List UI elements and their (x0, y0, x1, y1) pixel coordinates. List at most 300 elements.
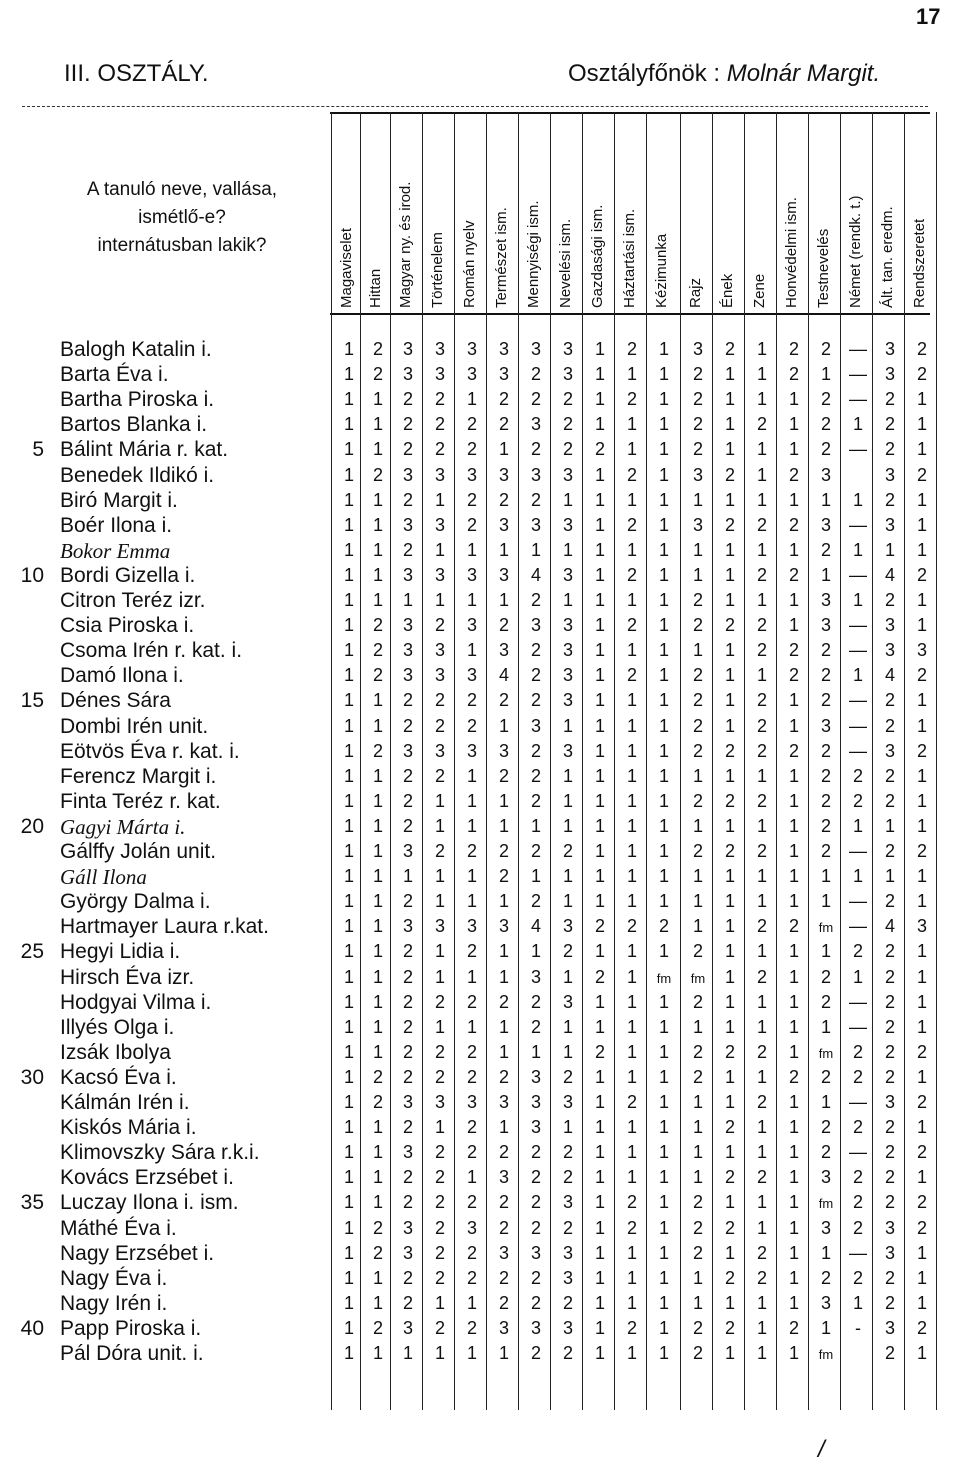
grade-cell: 1 (434, 1117, 445, 1138)
grade-cell: 1 (594, 690, 605, 711)
grade-cell: 1 (372, 1142, 383, 1163)
grade-cell: 2 (884, 1343, 895, 1363)
grade-cell: 1 (658, 1192, 669, 1213)
grade-cell: 1 (692, 1267, 703, 1288)
column-header-label: Magaviselet (338, 227, 355, 308)
grade-cell: 2 (724, 464, 735, 485)
grade-cell: 2 (820, 539, 831, 560)
grade-cell: 2 (724, 1117, 735, 1138)
grade-cell: 4 (884, 564, 895, 585)
grade-cell: 2 (530, 991, 541, 1012)
grade-cell: 1 (788, 1343, 799, 1363)
grade-cell: 1 (372, 514, 383, 535)
grade-cell: 3 (466, 1092, 477, 1112)
column-rule (390, 112, 391, 1410)
grade-cell: 1 (343, 640, 354, 661)
grade-cell: 3 (884, 514, 895, 535)
grade-cell: 3 (530, 464, 541, 485)
grade-cell: 1 (466, 389, 477, 410)
grade-cell: 1 (788, 991, 799, 1012)
grade-cell: 2 (820, 765, 831, 786)
grade-cell: 1 (788, 1016, 799, 1037)
grade-cell: 4 (884, 916, 895, 937)
grade-cell: 2 (466, 1041, 477, 1062)
grade-cell: 1 (756, 1142, 767, 1163)
grade-cell: 2 (884, 489, 895, 510)
grade-cell: 2 (692, 389, 703, 410)
grade-cell: 3 (820, 1292, 831, 1313)
grade-cell: 1 (788, 1041, 799, 1062)
grade-cell: 1 (916, 1242, 927, 1263)
grade-cell: 2 (402, 966, 413, 987)
grade-cell: 2 (820, 740, 831, 761)
grade-cell: 3 (498, 916, 509, 937)
grade-cell: 2 (692, 690, 703, 711)
grade-cell: 1 (343, 1343, 354, 1363)
grade-cell: 3 (402, 514, 413, 535)
grade-cell: 2 (788, 364, 799, 385)
grade-cell: 1 (343, 665, 354, 686)
grade-cell: 1 (820, 1317, 831, 1338)
grade-cell: 1 (402, 1343, 413, 1363)
student-name: Bordi Gizella i. (60, 563, 196, 587)
grade-cell: 1 (434, 790, 445, 811)
grade-cell: 2 (498, 615, 509, 636)
grade-cell: 1 (788, 1117, 799, 1138)
grade-cell: 2 (402, 715, 413, 736)
grade-cell: 2 (466, 715, 477, 736)
grade-cell: 2 (434, 439, 445, 460)
grade-cell: 1 (724, 590, 735, 610)
grade-cell: 2 (756, 740, 767, 761)
grade-cell: 1 (594, 464, 605, 485)
grade-cell: 1 (626, 715, 637, 736)
grade-cell: 2 (498, 991, 509, 1012)
grade-cell: 1 (756, 866, 767, 887)
grade-cell: 1 (372, 690, 383, 711)
grade-cell: 2 (530, 489, 541, 510)
grade-cell: 1 (466, 790, 477, 811)
grade-cell: 1 (626, 690, 637, 711)
student-name: Hartmayer Laura r.kat. (60, 915, 269, 939)
grade-cell: 1 (562, 1016, 573, 1037)
grade-cell: 2 (562, 941, 573, 962)
grade-cell: 2 (626, 1217, 637, 1238)
grade-cell: 3 (884, 1242, 895, 1263)
grade-cell: 1 (626, 841, 637, 861)
stray-mark: / (818, 1436, 825, 1463)
grade-cell: 1 (692, 1167, 703, 1188)
grade-cell: 3 (434, 640, 445, 661)
column-rule (680, 112, 681, 1410)
grade-cell: 1 (852, 489, 863, 510)
grade-cell: — (849, 991, 867, 1012)
grade-cell: 2 (692, 1317, 703, 1338)
grade-cell: 1 (594, 1117, 605, 1138)
grade-cell: 2 (530, 1343, 541, 1363)
grade-cell: 2 (756, 564, 767, 585)
grade-cell: - (855, 1317, 861, 1338)
grade-cell: 1 (594, 790, 605, 811)
grade-cell: 1 (530, 866, 541, 887)
column-rule (936, 112, 937, 1410)
grade-cell: 2 (498, 489, 509, 510)
grade-cell: 2 (788, 339, 799, 359)
grade-cell: 1 (466, 815, 477, 836)
grade-cell: 2 (852, 941, 863, 962)
grade-cell: 3 (562, 464, 573, 485)
row-number: 30 (20, 1065, 44, 1089)
grade-cell: 1 (658, 1343, 669, 1363)
grade-cell: 1 (562, 489, 573, 510)
grade-cell: 2 (626, 615, 637, 636)
student-name: Csoma Irén r. kat. i. (60, 639, 243, 663)
grade-cell: 1 (788, 866, 799, 887)
grade-cell: 1 (562, 765, 573, 786)
grade-cell: 2 (434, 389, 445, 410)
grade-cell: 1 (692, 1142, 703, 1163)
grade-cell: 2 (852, 765, 863, 786)
grade-cell: 1 (594, 539, 605, 560)
grade-cell: 3 (820, 615, 831, 636)
grade-cell: 3 (434, 665, 445, 686)
grade-cell: 1 (916, 866, 927, 887)
grade-cell: 1 (594, 941, 605, 962)
grade-cell: 1 (372, 439, 383, 460)
grade-cell: 2 (788, 916, 799, 937)
grade-cell: 1 (658, 841, 669, 861)
grade-cell: 1 (626, 765, 637, 786)
grade-cell: 1 (626, 1117, 637, 1138)
grade-cell: 3 (402, 740, 413, 761)
grade-cell: 1 (724, 1292, 735, 1313)
grade-cell: 3 (466, 464, 477, 485)
grade-cell: 1 (658, 690, 669, 711)
grade-cell: fm (818, 1045, 834, 1061)
grade-cell: 2 (372, 464, 383, 485)
grade-cell: — (849, 891, 867, 912)
column-header-label: Mennyiségi ism. (525, 200, 542, 308)
grade-cell: 3 (562, 615, 573, 636)
grade-cell: 2 (372, 740, 383, 761)
grade-cell: 1 (434, 1343, 445, 1363)
grade-cell: 1 (466, 1167, 477, 1188)
grade-cell: 2 (884, 1066, 895, 1087)
grade-cell: 2 (724, 339, 735, 359)
grade-cell: 1 (788, 539, 799, 560)
grade-cell: 1 (852, 414, 863, 435)
grade-cell: 1 (852, 966, 863, 987)
grade-cell: 1 (916, 765, 927, 786)
grade-cell: 3 (402, 665, 413, 686)
grade-cell: 1 (916, 539, 927, 560)
grade-cell: 1 (594, 1267, 605, 1288)
grade-cell: 2 (562, 439, 573, 460)
grade-cell: 1 (658, 765, 669, 786)
column-rule (840, 112, 841, 1410)
grade-cell: 3 (466, 564, 477, 585)
grade-cell: 2 (916, 1092, 927, 1112)
grade-cell: 1 (724, 439, 735, 460)
grade-cell: 1 (626, 539, 637, 560)
column-header-label: Zene (751, 273, 768, 308)
grade-cell: 1 (562, 866, 573, 887)
grade-cell: 1 (724, 866, 735, 887)
row-number: 5 (32, 438, 44, 462)
grade-cell: 3 (562, 991, 573, 1012)
grade-cell: 2 (498, 389, 509, 410)
grade-cell: 1 (498, 891, 509, 912)
grade-cell: 2 (820, 790, 831, 811)
student-name: Barta Éva i. (60, 363, 169, 387)
grade-cell: 1 (626, 891, 637, 912)
grade-cell: 2 (402, 1117, 413, 1138)
grade-cell: 1 (788, 841, 799, 861)
grade-cell: 2 (402, 1066, 413, 1087)
grade-cell: 2 (498, 1142, 509, 1163)
grade-cell: 1 (756, 765, 767, 786)
grade-cell: 2 (788, 1066, 799, 1087)
grade-cell: 2 (466, 1267, 477, 1288)
grade-cell: 1 (724, 1343, 735, 1363)
grade-cell: 1 (692, 765, 703, 786)
grade-cell: 2 (402, 539, 413, 560)
grade-cell: 1 (594, 891, 605, 912)
grade-cell: 2 (466, 941, 477, 962)
grade-cell: 2 (756, 1242, 767, 1263)
grade-cell: 2 (820, 690, 831, 711)
grade-cell: 1 (658, 815, 669, 836)
grade-cell: 2 (466, 489, 477, 510)
grade-cell: 1 (788, 815, 799, 836)
grade-cell: 3 (402, 916, 413, 937)
grade-cell: 2 (626, 1092, 637, 1112)
student-name: Luczay Ilona i. ism. (60, 1191, 239, 1215)
grade-cell: 1 (884, 539, 895, 560)
grade-cell: 1 (372, 1016, 383, 1037)
grade-cell: 1 (343, 590, 354, 610)
grade-cell: 1 (626, 364, 637, 385)
student-name: Biró Margit i. (60, 488, 178, 512)
student-name: Gagyi Márta i. (60, 814, 186, 839)
grade-cell: 2 (692, 364, 703, 385)
grade-cell: 1 (788, 439, 799, 460)
grade-cell: 1 (788, 1167, 799, 1188)
grade-cell: 1 (343, 439, 354, 460)
grade-cell: 1 (658, 1167, 669, 1188)
row-number: 15 (20, 689, 44, 713)
grade-cell: 1 (820, 564, 831, 585)
student-name: Máthé Éva i. (60, 1216, 177, 1240)
grade-cell: 1 (658, 1142, 669, 1163)
grade-cell: 3 (692, 339, 703, 359)
grade-cell: 2 (724, 740, 735, 761)
grade-cell: 1 (498, 815, 509, 836)
student-name: Nagy Irén i. (60, 1291, 168, 1315)
grade-cell: 3 (820, 1167, 831, 1188)
grade-cell: 2 (820, 389, 831, 410)
grade-cell: 2 (530, 690, 541, 711)
grade-cell: 1 (788, 690, 799, 711)
grade-cell: 1 (372, 489, 383, 510)
grade-cell: 2 (372, 615, 383, 636)
grade-cell: 2 (562, 1217, 573, 1238)
grade-cell: 1 (343, 1041, 354, 1062)
grade-cell: 1 (372, 1267, 383, 1288)
grade-cell: 1 (343, 715, 354, 736)
grade-cell: 2 (466, 414, 477, 435)
grade-cell: 1 (788, 615, 799, 636)
grade-cell: 3 (498, 364, 509, 385)
grade-cell: 3 (402, 564, 413, 585)
grade-cell: 2 (530, 439, 541, 460)
grade-cell: 3 (402, 1092, 413, 1112)
grade-cell: 3 (498, 464, 509, 485)
grade-cell: 2 (498, 765, 509, 786)
grade-cell: 2 (372, 640, 383, 661)
grade-cell: 1 (466, 1343, 477, 1363)
grade-cell: 3 (884, 740, 895, 761)
grade-cell: 2 (724, 1267, 735, 1288)
column-header-label: Ének (719, 273, 736, 308)
grade-cell: 2 (402, 1016, 413, 1037)
grade-cell: 1 (562, 590, 573, 610)
grade-cell: 3 (884, 615, 895, 636)
grade-cell: 1 (466, 966, 477, 987)
grade-cell: 2 (562, 1343, 573, 1363)
grade-cell: 3 (562, 339, 573, 359)
grade-cell: 2 (724, 1167, 735, 1188)
grade-cell: 2 (434, 1041, 445, 1062)
grade-cell: 2 (724, 1217, 735, 1238)
column-rule (904, 112, 905, 1410)
grade-cell: 1 (372, 841, 383, 861)
column-header-label: Nevelési ism. (557, 218, 574, 308)
grade-cell: 1 (626, 1066, 637, 1087)
grade-cell: 1 (343, 891, 354, 912)
grade-cell: 3 (434, 564, 445, 585)
grade-cell: 2 (916, 740, 927, 761)
grade-cell: 1 (343, 489, 354, 510)
grade-cell: 1 (852, 815, 863, 836)
grade-cell: 3 (692, 514, 703, 535)
grade-cell: 3 (916, 640, 927, 661)
grade-cell: 2 (658, 916, 669, 937)
grade-cell: 2 (692, 790, 703, 811)
grade-cell: 1 (658, 1092, 669, 1112)
grade-cell: 1 (756, 1317, 767, 1338)
grade-cell: 1 (626, 1242, 637, 1263)
grade-cell: 2 (434, 1167, 445, 1188)
student-name: Kovács Erzsébet i. (60, 1166, 234, 1190)
student-name: Benedek Ildikó i. (60, 463, 215, 487)
grade-cell: 1 (756, 1192, 767, 1213)
grade-cell: 1 (658, 740, 669, 761)
grade-cell: 1 (788, 966, 799, 987)
grade-cell: 2 (530, 765, 541, 786)
grade-cell: 3 (562, 690, 573, 711)
grade-cell: 2 (498, 414, 509, 435)
grade-cell: 1 (466, 866, 477, 887)
grade-cell: 2 (820, 1066, 831, 1087)
grade-cell: 1 (626, 941, 637, 962)
grade-cell: 2 (530, 590, 541, 610)
grade-cell: 1 (788, 941, 799, 962)
grade-cell: 3 (530, 414, 541, 435)
grade-cell: 2 (916, 339, 927, 359)
grade-cell: 1 (658, 715, 669, 736)
column-rule (776, 112, 777, 1410)
grade-cell: 1 (626, 991, 637, 1012)
grade-cell: 1 (756, 539, 767, 560)
grade-cell: 1 (788, 790, 799, 811)
grade-cell: 1 (626, 866, 637, 887)
grade-cell: 2 (434, 991, 445, 1012)
grade-cell: 1 (343, 690, 354, 711)
grade-cell: 2 (594, 966, 605, 987)
grade-cell: 2 (434, 414, 445, 435)
grade-cell: 1 (594, 740, 605, 761)
grade-cell: 2 (402, 1267, 413, 1288)
grade-cell: 3 (530, 715, 541, 736)
row-number: 10 (20, 563, 44, 587)
grade-cell: 1 (562, 1041, 573, 1062)
grade-cell: 1 (343, 414, 354, 435)
grade-cell: 1 (658, 364, 669, 385)
grade-cell: 1 (916, 941, 927, 962)
grade-cell: 1 (594, 1292, 605, 1313)
grade-cell: 1 (852, 539, 863, 560)
grade-cell: 1 (916, 690, 927, 711)
grade-cell: 3 (498, 339, 509, 359)
grade-cell: 1 (884, 866, 895, 887)
grade-cell: 1 (788, 765, 799, 786)
grade-cell: 3 (820, 514, 831, 535)
student-name: Papp Piroska i. (60, 1316, 202, 1340)
grade-cell: 2 (692, 615, 703, 636)
column-header-label: Gazdasági ism. (589, 204, 606, 308)
grade-cell: 1 (498, 941, 509, 962)
grade-cell: 1 (916, 439, 927, 460)
grade-cell: 1 (756, 389, 767, 410)
grade-cell: 2 (884, 590, 895, 610)
grade-cell: 2 (852, 1117, 863, 1138)
grade-cell: 1 (658, 1016, 669, 1037)
grade-cell: 3 (530, 1092, 541, 1112)
grade-cell: 1 (658, 790, 669, 811)
grade-cell: 2 (562, 389, 573, 410)
grade-cell: 1 (724, 414, 735, 435)
grade-cell: 1 (343, 815, 354, 836)
grade-cell: 1 (372, 916, 383, 937)
grade-cell: 1 (852, 665, 863, 686)
grade-cell: 2 (402, 414, 413, 435)
grade-cell: 1 (658, 439, 669, 460)
grade-cell: 1 (884, 815, 895, 836)
grade-cell: 1 (852, 590, 863, 610)
grade-cell: 2 (402, 389, 413, 410)
grade-cell: 4 (530, 916, 541, 937)
column-header-label: Testnevelés (815, 228, 832, 308)
grade-cell: — (849, 715, 867, 736)
grade-cell: fm (656, 970, 672, 986)
grade-cell: 2 (402, 891, 413, 912)
grade-cell: 1 (343, 464, 354, 485)
grade-cell: 2 (530, 1142, 541, 1163)
grade-cell: 1 (626, 489, 637, 510)
grade-cell: 1 (852, 866, 863, 887)
grade-cell: 1 (724, 715, 735, 736)
